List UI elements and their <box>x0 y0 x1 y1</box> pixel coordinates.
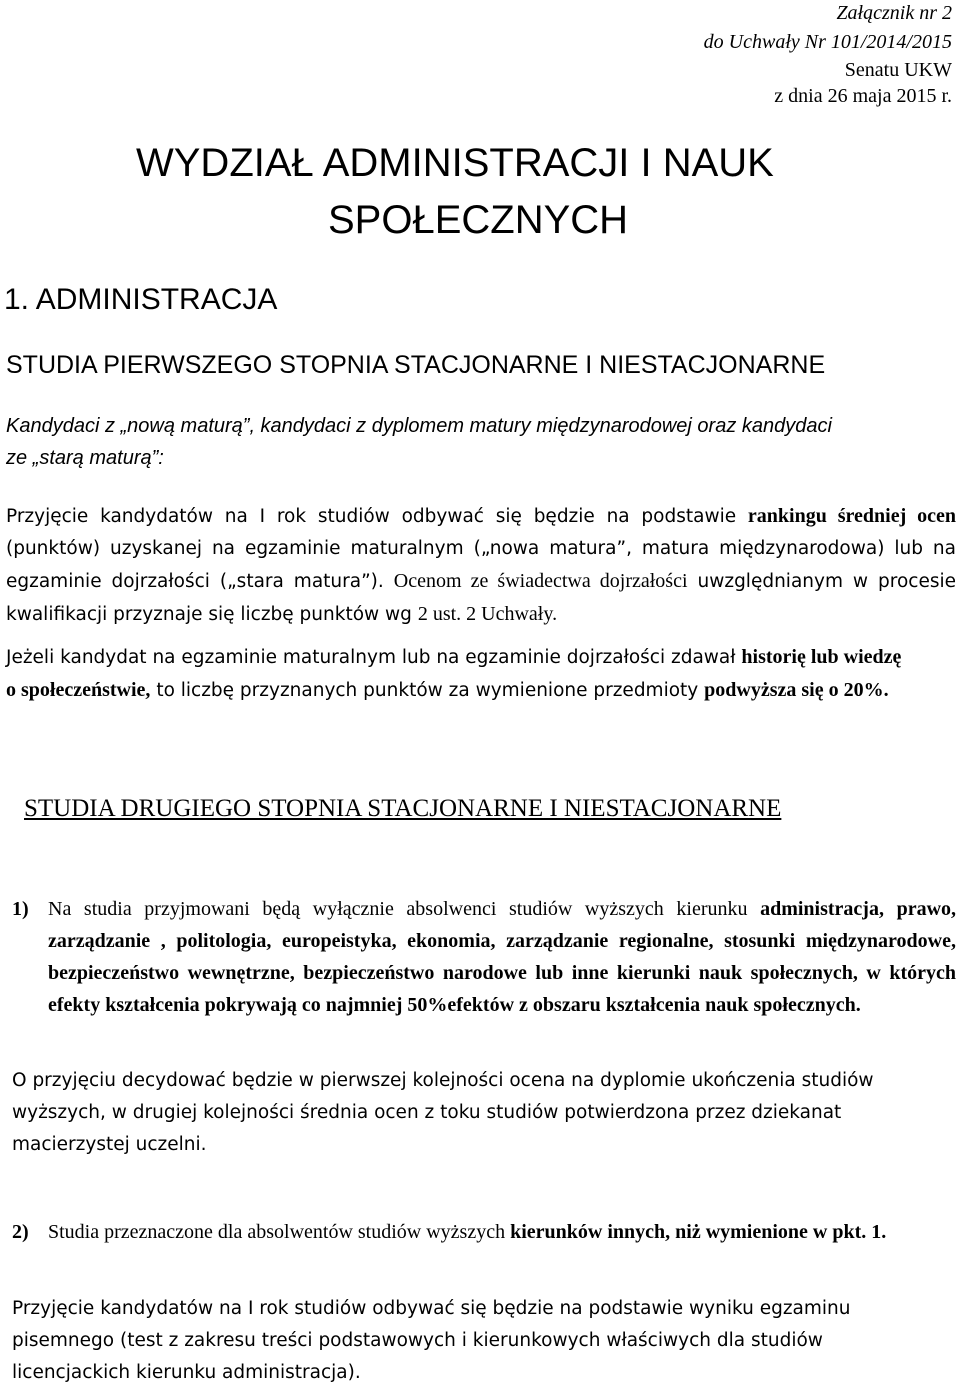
eligible-fields: administracja, prawo, zarządzanie , politologia, europeistyka, ekonomia, zarządzanie regionalne, stosunki międzynarodowe, bezpieczeństwo wewnętrzne, bezpieczeństwo narodowe lub inne kierunki nauk społecznych, w których efekty kształcenia pokrywają co najmniej 50%efektów z obszaru kształcenia nauk społecznych. <box>48 898 957 1016</box>
paragraph-reference: 2 ust. 2 Uchwały. <box>417 603 558 625</box>
bonus-emphasis: podwyższa się o 20%. <box>704 679 889 701</box>
list-item-2: 2) Studia przeznaczone dla absolwentów studiów wyższych kierunków innych, niż wymienione w pkt. 1. <box>12 1216 956 1248</box>
faculty-title-line1: WYDZIAŁ ADMINISTRACJI I NAUK <box>136 141 774 185</box>
resolution-date: z dnia 26 maja 2015 r. <box>774 85 952 107</box>
bonus-paragraph: Jeżeli kandydat na egzaminie maturalnym lub na egzaminie dojrzałości zdawał historię lub wiedzę o społeczeństwie, to liczbę przyznanych punktów za wymienione przedmioty podwyższa się o 20%. <box>6 646 902 701</box>
other-fields-emphasis: kierunków innych, niż wymienione w pkt. 1. <box>510 1221 887 1243</box>
admission-paragraph: Przyjęcie kandydatów na I rok studiów odbywać się będzie na podstawie rankingu średniej ocen (punktów) uzyskanej na egzaminie maturalnym („nowa matura”, matura międzynarodowa) lub na egzaminie dojrzałości („stara matura”). Ocenom ze świadectwa dojrzałości uwzględnianym w procesie kwalifikacji przyznaje się liczbę punktów wg 2 ust. 2 Uchwały. <box>6 505 956 625</box>
list-item-1: 1) Na studia przyjmowani będą wyłącznie absolwenci studiów wyższych kierunku administracja, prawo, zarządzanie , politologia, europeistyka, ekonomia, zarządzanie regionalne, stosunki międzynarodowe, bezpieczeństwo wewnętrzne, bezpieczeństwo narodowe lub inne kierunki nauk społecznych, w których efekty kształcenia pokrywają co najmniej 50%efektów z obszaru kształcenia nauk społecznych. <box>12 893 956 1021</box>
candidates-line1: Kandydaci z „nową maturą”, kandydaci z dyplomem matury międzynarodowej oraz kandydaci <box>6 415 832 437</box>
attachment-number: Załącznik nr 2 <box>836 2 952 24</box>
list-number-2: 2) <box>12 1221 29 1243</box>
first-degree-heading: STUDIA PIERWSZEGO STOPNIA STACJONARNE I NIESTACJONARNE <box>6 351 826 379</box>
list-number-1: 1) <box>12 898 29 920</box>
candidates-line2: ze „starą maturą”: <box>6 447 164 469</box>
section-title: 1. ADMINISTRACJA <box>4 283 278 316</box>
decision-paragraph: O przyjęciu decydować będzie w pierwszej kolejności ocena na dyplomie ukończenia studiów wyższych, w drugiej kolejności średnia ocen z toku studiów potwierdzona przez dziekanat macierzystej uczelni. <box>12 1070 874 1155</box>
subjects-emphasis: historię lub wiedzę o społeczeństwie, <box>6 646 902 701</box>
senate-name: Senatu UKW <box>844 59 952 81</box>
ranking-emphasis: rankingu średniej ocen <box>747 505 956 527</box>
second-degree-heading: STUDIA DRUGIEGO STOPNIA STACJONARNE I NIESTACJONARNE <box>24 795 782 822</box>
resolution-number: do Uchwały Nr 101/2014/2015 <box>703 31 952 53</box>
faculty-title-line2: SPOŁECZNYCH <box>328 198 629 242</box>
exam-paragraph: Przyjęcie kandydatów na I rok studiów odbywać się będzie na podstawie wyniku egzaminu pisemnego (test z zakresu treści podstawowych i kierunkowych właściwych dla studiów licencjackich kierunku administracja). <box>12 1298 851 1383</box>
